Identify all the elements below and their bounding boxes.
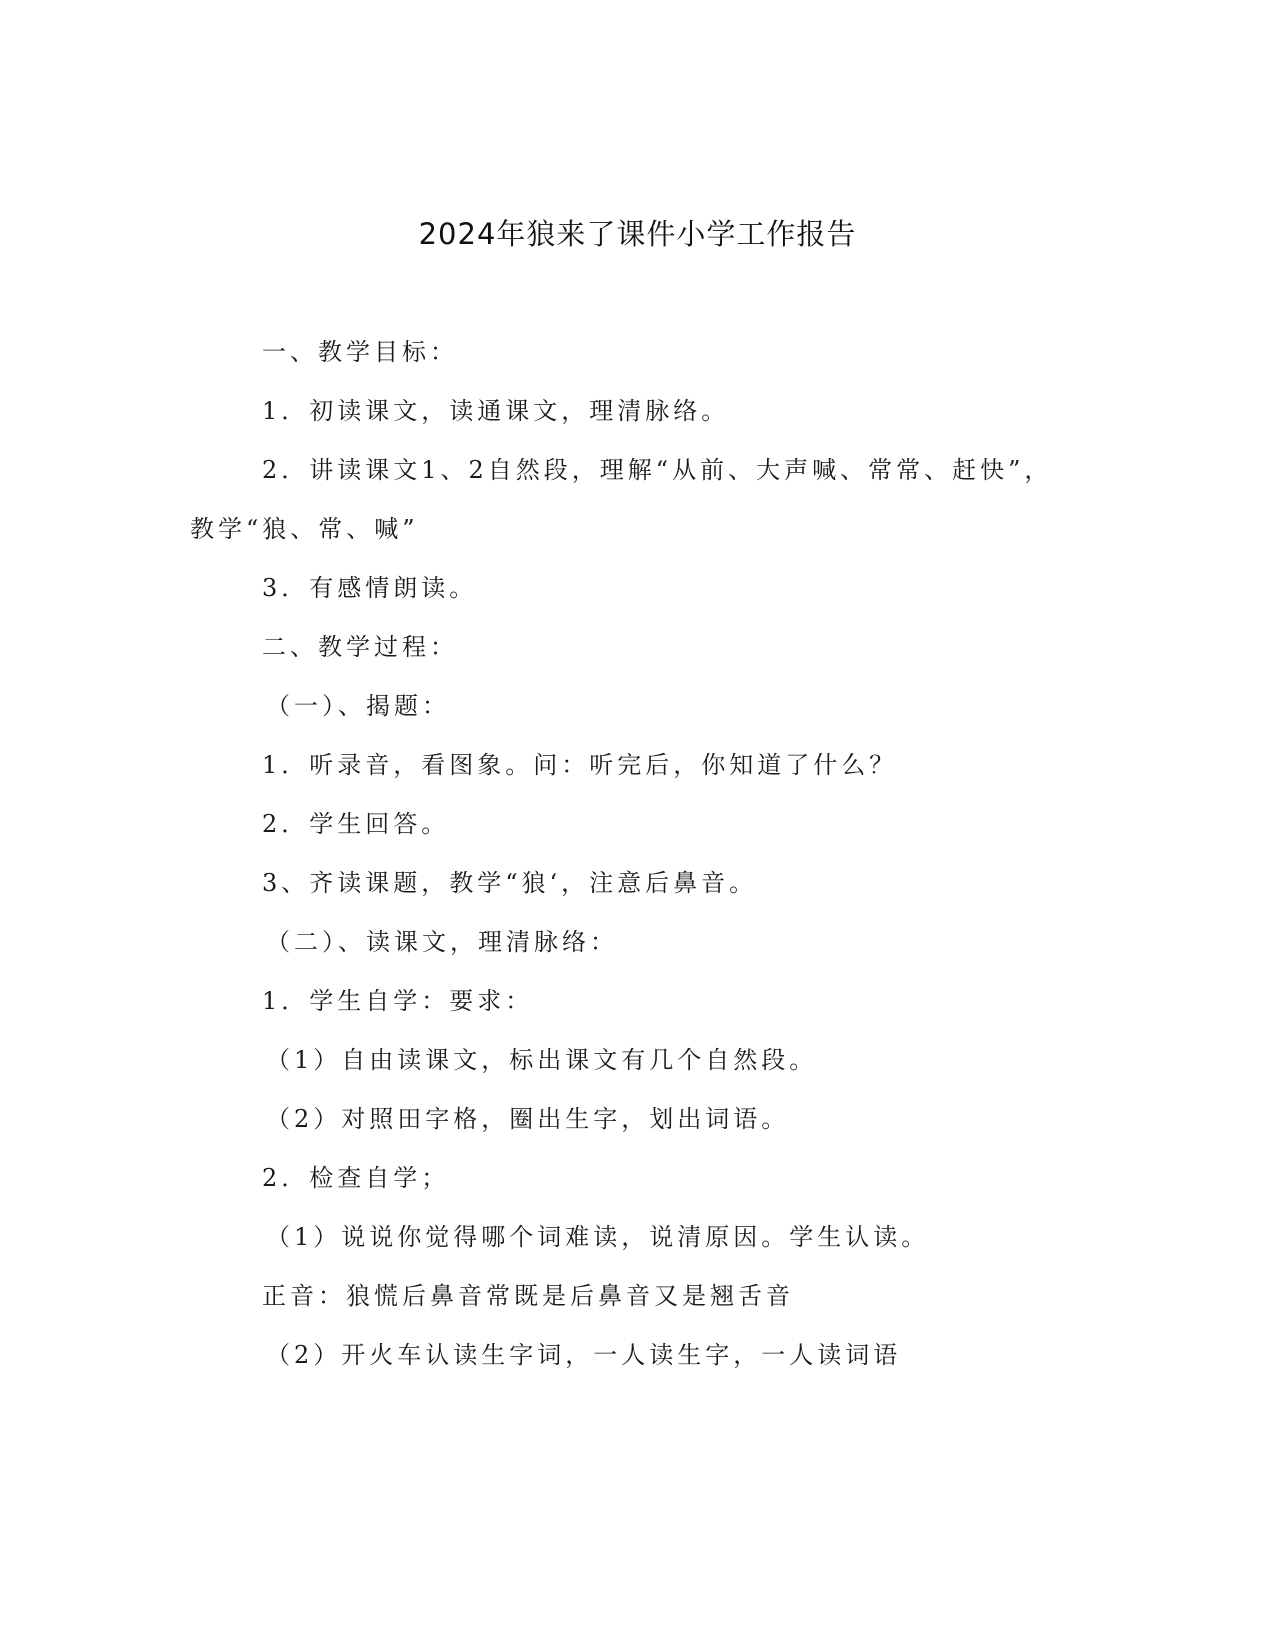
paragraph: （1）自由读课文，标出课文有几个自然段。 [266, 1046, 818, 1074]
paragraph: 3、齐读课题，教学“狼‘，注意后鼻音。 [262, 869, 758, 897]
paragraph: 2．讲读课文1、2自然段，理解“从前、大声喊、常常、赶快”， [262, 456, 1053, 484]
paragraph: （1）说说你觉得哪个词难读，说清原因。学生认读。 [266, 1223, 930, 1251]
paragraph: 正音：狼慌后鼻音常既是后鼻音又是翘舌音 [262, 1282, 794, 1310]
paragraph-continuation: 教学“狼、常、喊” [190, 515, 419, 543]
paragraph: 3．有感情朗读。 [262, 574, 478, 602]
document-title: 2024年狼来了课件小学工作报告 [418, 217, 857, 251]
paragraph: （2）开火车认读生字词，一人读生字，一人读词语 [266, 1341, 902, 1369]
paragraph: 1．学生自学：要求： [262, 987, 534, 1015]
paragraph: 2．学生回答。 [262, 810, 450, 838]
section-heading-process: 二、教学过程： [262, 633, 458, 661]
paragraph: 1．听录音，看图象。问：听完后，你知道了什么？ [262, 751, 898, 779]
paragraph: （2）对照田字格，圈出生字，划出词语。 [266, 1105, 790, 1133]
subsection-heading: （一）、揭题： [266, 692, 450, 720]
paragraph: 2．检查自学； [262, 1164, 450, 1192]
paragraph: 1．初读课文，读通课文，理清脉络。 [262, 397, 730, 425]
section-heading-objectives: 一、教学目标： [262, 338, 458, 366]
subsection-heading: （二）、读课文，理清脉络： [266, 928, 618, 956]
